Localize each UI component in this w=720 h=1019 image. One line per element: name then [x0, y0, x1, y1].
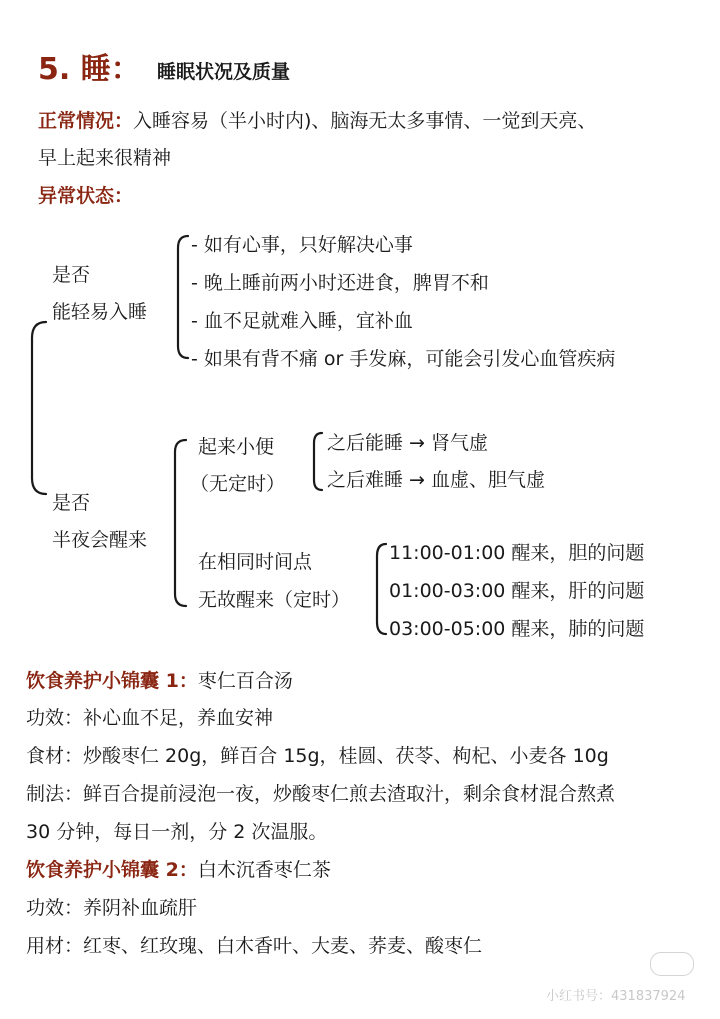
- wake-bracket: [175, 440, 186, 606]
- wake-label-line1: 是否: [52, 492, 91, 514]
- fixed-time-label-line1: 在相同时间点: [198, 551, 313, 573]
- section-number: 5. 睡：: [38, 52, 141, 87]
- urination-bracket: [314, 433, 322, 490]
- sleep-item: - 晚上睡前两小时还进食，脾胃不和: [191, 272, 489, 294]
- main-bracket: [32, 322, 46, 494]
- urination-label-line2: （无定时）: [190, 473, 286, 495]
- wake-label-line2: 半夜会醒来: [52, 529, 148, 551]
- sleep-label-line2: 能轻易入睡: [52, 301, 148, 323]
- urination-label-line1: 起来小便: [198, 436, 275, 458]
- recipe1-effect: 功效：补心血不足，养血安神: [26, 707, 274, 729]
- recipe2-ingredients: 用材：红枣、红玫瑰、白木香叶、大麦、荞麦、酸枣仁: [26, 935, 483, 957]
- fixed-time-label-line2: 无故醒来（定时）: [198, 589, 351, 611]
- normal-text-line2: 早上起来很精神: [38, 147, 172, 169]
- fixed-time-item: 03:00-05:00 醒来，肺的问题: [389, 618, 645, 640]
- sleep-item: - 血不足就难入睡，宜补血: [191, 310, 413, 332]
- normal-label: 正常情况：: [38, 110, 134, 132]
- recipe2-effect: 功效：养阴补血疏肝: [26, 897, 198, 919]
- sleep-label-line1: 是否: [52, 264, 91, 286]
- sleep-item: - 如果有背不痛 or 手发麻，可能会引发心血管疾病: [191, 348, 616, 370]
- fixed-time-item: 01:00-03:00 醒来，肝的问题: [389, 580, 645, 602]
- watermark-text: 小红书号：431837924: [546, 989, 686, 1004]
- fixed-time-bracket: [377, 544, 386, 634]
- urination-item: 之后能睡 → 肾气虚: [327, 432, 488, 454]
- sleep-item: - 如有心事，只好解决心事: [191, 234, 413, 256]
- recipe2-label: 饮食养护小锦囊 2：: [26, 859, 198, 881]
- recipe1-method-line1: 制法：鲜百合提前浸泡一夜，炒酸枣仁煎去渣取汁，剩余食材混合熬煮: [26, 783, 616, 805]
- urination-item: 之后难睡 → 血虚、胆气虚: [327, 469, 545, 491]
- recipe1-name: 枣仁百合汤: [197, 670, 293, 692]
- recipe2-name: 白木沉香枣仁茶: [197, 859, 331, 881]
- watermark-logo: [650, 952, 694, 976]
- recipe1-method-line2: 30 分钟，每日一剂，分 2 次温服。: [26, 821, 328, 843]
- recipe1-ingredients: 食材：炒酸枣仁 20g，鲜百合 15g，桂圆、茯苓、枸杞、小麦各 10g: [26, 745, 609, 767]
- normal-text-line1: 入睡容易（半小时内)、脑海无太多事情、一觉到天亮、: [133, 110, 597, 132]
- sleep-bracket: [178, 236, 188, 358]
- abnormal-label: 异常状态：: [38, 185, 134, 207]
- recipe2-heading: [26, 857, 331, 883]
- section-subtitle: 睡眠状况及质量: [157, 61, 291, 83]
- recipe1-label: 饮食养护小锦囊 1：: [26, 670, 198, 692]
- fixed-time-item: 11:00-01:00 醒来，胆的问题: [389, 542, 645, 564]
- recipe1-heading: [26, 668, 293, 694]
